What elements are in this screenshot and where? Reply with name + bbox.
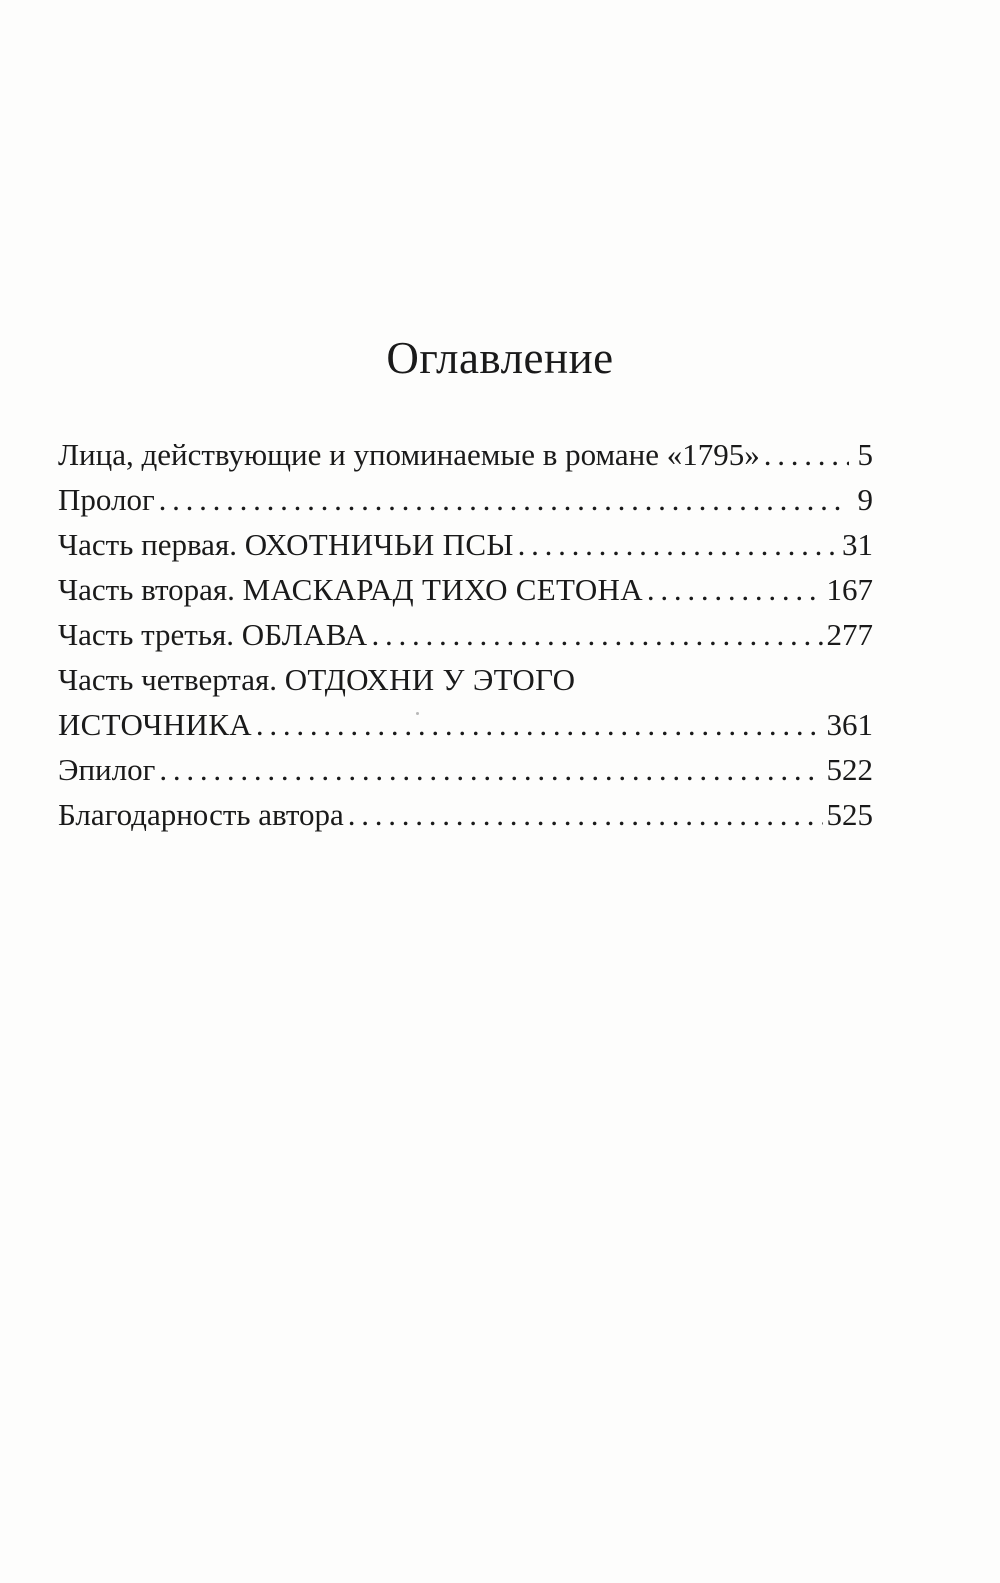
- toc-page-number: 361: [826, 707, 873, 742]
- part-title: МАСКАРАД ТИХО СЕТОНА: [242, 572, 643, 607]
- toc-entry-label: Пролог: [58, 482, 155, 517]
- toc-entry-label: [58, 657, 575, 702]
- toc-entry-characters: [58, 432, 873, 477]
- toc-entry-label: Лица, действующие и упоминаемые в романе «1795»: [58, 437, 760, 472]
- toc-entry-line-2: [58, 702, 873, 747]
- toc-entry-line-1: [58, 657, 873, 702]
- dot-leader: [647, 567, 823, 612]
- toc-page-number: 525: [826, 797, 873, 832]
- part-prefix: Часть вторая.: [58, 572, 235, 607]
- table-of-contents: [58, 432, 873, 837]
- part-prefix: Часть четвертая.: [58, 662, 277, 697]
- toc-entry-prologue: [58, 477, 873, 522]
- toc-page-number: 31: [842, 527, 873, 562]
- toc-page-number: 522: [826, 752, 873, 787]
- page-title: Оглавление: [386, 333, 614, 383]
- toc-entry-label: Эпилог: [58, 752, 156, 787]
- part-title: ОХОТНИЧЬИ ПСЫ: [244, 527, 514, 562]
- toc-entry-label: [58, 612, 367, 657]
- toc-entry-part-three: [58, 612, 873, 657]
- toc-page-number: 167: [826, 572, 873, 607]
- paper-speck: [416, 712, 419, 715]
- toc-entry-part-one: [58, 522, 873, 567]
- dot-leader: [159, 747, 822, 792]
- dot-leader: [159, 477, 849, 522]
- dot-leader: [764, 432, 849, 477]
- toc-page-number: 9: [857, 482, 873, 517]
- part-title-line-2: ИСТОЧНИКА: [58, 707, 252, 742]
- part-prefix: Часть третья.: [58, 617, 234, 652]
- toc-entry-part-four: [58, 657, 873, 747]
- toc-entry-label: Благодарность автора: [58, 797, 344, 832]
- toc-entry-epilogue: [58, 747, 873, 792]
- part-prefix: Часть первая.: [58, 527, 237, 562]
- toc-entry-acknowledgements: [58, 792, 873, 837]
- dot-leader: [371, 612, 822, 657]
- toc-page-number: 5: [857, 437, 873, 472]
- part-title: ОБЛАВА: [241, 617, 368, 652]
- dot-leader: [518, 522, 838, 567]
- dot-leader: [348, 792, 823, 837]
- part-title-line-1: ОТДОХНИ У ЭТОГО: [284, 662, 576, 697]
- toc-entry-label: [58, 522, 514, 567]
- toc-page-number: 277: [826, 617, 873, 652]
- toc-entry-label: [58, 567, 643, 612]
- toc-entry-part-two: [58, 567, 873, 612]
- dot-leader: [256, 702, 823, 747]
